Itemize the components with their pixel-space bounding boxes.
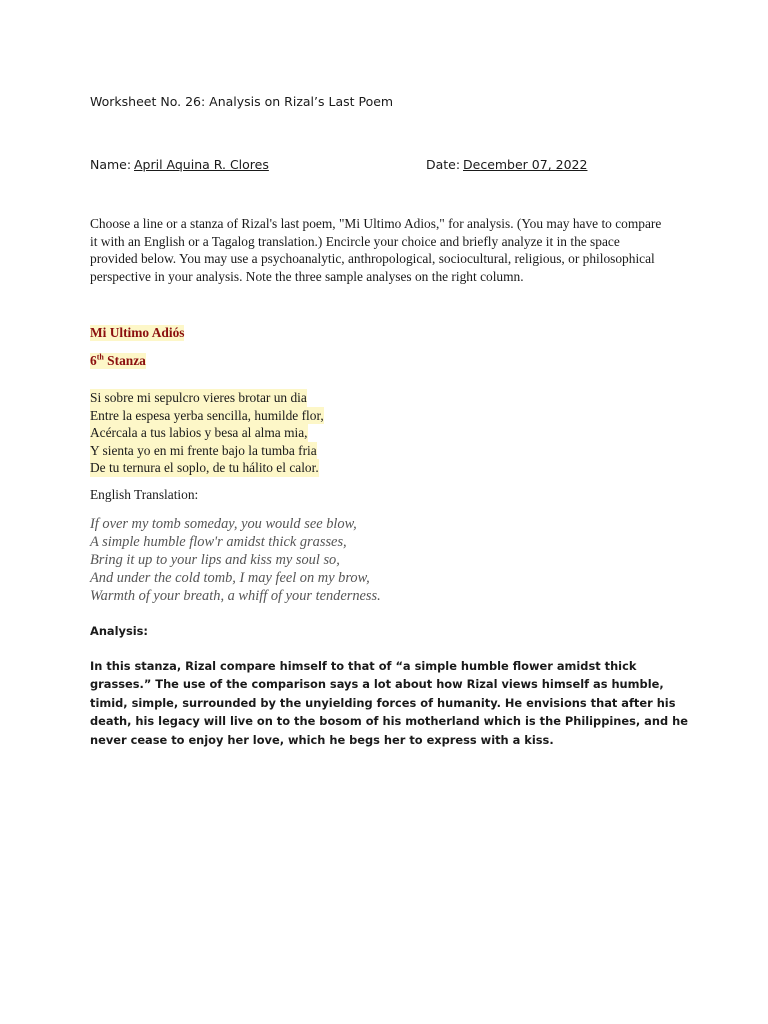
english-line: Warmth of your breath, a whiff of your tenderness. [90, 588, 381, 604]
spanish-line: De tu ternura el soplo, de tu hálito el calor. [90, 460, 319, 476]
stanza-word: Stanza [103, 353, 146, 368]
analysis-body: In this stanza, Rizal compare himself to that of “a simple humble flower amidst thick grasses.” The use of the comparison says a lot about how Rizal views himself as humble, timid, simple, surrounded by the unyielding forces of humanity. He envisions that after his death, his legacy will live on to the bosom of his motherland which is the Philippines, and he never cease to enjoy her love, which he begs her to express with a kiss. [90, 659, 688, 747]
english-line: A simple humble flow'r amidst thick grasses, [90, 534, 347, 550]
stanza-suffix: th [96, 352, 104, 362]
worksheet-title: Worksheet No. 26: Analysis on Rizal’s Last Poem [90, 94, 394, 109]
spanish-line: Entre la espesa yerba sencilla, humilde flor, [90, 407, 324, 423]
spanish-stanza [90, 389, 324, 477]
english-line: Bring it up to your lips and kiss my soul so, [90, 552, 340, 568]
stanza-number: 6 [90, 353, 97, 368]
english-line: And under the cold tomb, I may feel on my brow, [90, 570, 370, 586]
instructions-paragraph: Choose a line or a stanza of Rizal's last poem, "Mi Ultimo Adios," for analysis. (You may have to compare it with an English or a Tagalog translation.) Encircle your choice and briefly analyze it in the space provided below. You may use a psychoanalytic, anthropological, sociocultural, religious, or philosophical perspective in your analysis. Note the three sample analyses on the right column. [90, 216, 662, 284]
stanza-label [90, 353, 146, 369]
analysis-label: Analysis: [90, 624, 148, 638]
english-translation-label: English Translation: [90, 487, 199, 502]
date-value: December 07, 2022 [463, 157, 588, 172]
english-translation [90, 515, 381, 605]
name-value: April Aquina R. Clores [134, 157, 269, 172]
date-label: Date: [426, 157, 461, 172]
poem-title: Mi Ultimo Adiós [90, 325, 185, 340]
spanish-line: Si sobre mi sepulcro vieres brotar un dia [90, 390, 307, 405]
name-label: Name: [90, 157, 132, 172]
spanish-line: Y sienta yo en mi frente bajo la tumba fria [90, 442, 317, 458]
english-line: If over my tomb someday, you would see blow, [90, 516, 357, 532]
spanish-line: Acércala a tus labios y besa al alma mia, [90, 425, 308, 441]
